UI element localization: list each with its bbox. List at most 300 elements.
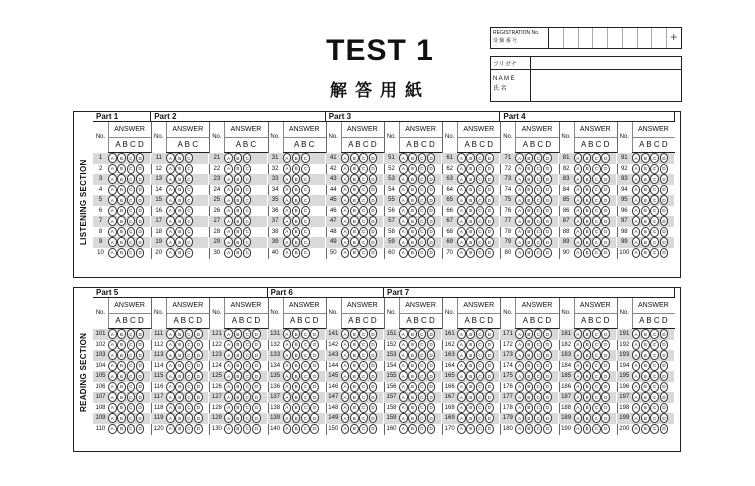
answer-bubble-a[interactable]: A — [457, 371, 466, 381]
answer-bubble-c[interactable]: C — [592, 216, 601, 226]
answer-bubble-c[interactable]: C — [650, 164, 659, 174]
answer-bubble-a[interactable]: A — [632, 195, 641, 205]
answer-bubble-a[interactable]: A — [341, 403, 350, 413]
answer-bubble-a[interactable]: A — [108, 206, 117, 216]
answer-bubble-a[interactable]: A — [224, 361, 233, 371]
answer-bubble-a[interactable]: A — [632, 329, 641, 339]
answer-bubble-b[interactable]: B — [641, 403, 650, 413]
answer-bubble-b[interactable]: B — [234, 248, 243, 258]
answer-bubble-b[interactable]: B — [117, 424, 126, 434]
answer-bubble-c[interactable]: C — [185, 216, 194, 226]
answer-bubble-d[interactable]: D — [601, 350, 610, 360]
answer-bubble-d[interactable]: D — [485, 216, 494, 226]
answer-bubble-a[interactable]: A — [341, 227, 350, 237]
answer-bubble-c[interactable]: C — [359, 153, 368, 163]
answer-bubble-b[interactable]: B — [583, 361, 592, 371]
answer-bubble-d[interactable]: D — [485, 350, 494, 360]
answer-bubble-c[interactable]: C — [243, 206, 252, 216]
answer-bubble-b[interactable]: B — [234, 195, 243, 205]
answer-bubble-b[interactable]: B — [175, 237, 184, 247]
answer-bubble-a[interactable]: A — [108, 403, 117, 413]
answer-bubble-b[interactable]: B — [408, 227, 417, 237]
answer-bubble-a[interactable]: A — [457, 424, 466, 434]
answer-bubble-a[interactable]: A — [108, 216, 117, 226]
answer-bubble-a[interactable]: A — [166, 424, 175, 434]
answer-bubble-c[interactable]: C — [185, 195, 194, 205]
answer-bubble-b[interactable]: B — [525, 361, 534, 371]
answer-bubble-d[interactable]: D — [427, 248, 436, 258]
answer-bubble-a[interactable]: A — [108, 392, 117, 402]
answer-bubble-c[interactable]: C — [476, 248, 485, 258]
answer-bubble-a[interactable]: A — [108, 382, 117, 392]
answer-bubble-d[interactable]: D — [485, 206, 494, 216]
answer-bubble-a[interactable]: A — [574, 164, 583, 174]
answer-bubble-d[interactable]: D — [427, 216, 436, 226]
answer-bubble-a[interactable]: A — [457, 237, 466, 247]
answer-bubble-b[interactable]: B — [350, 382, 359, 392]
answer-bubble-b[interactable]: B — [525, 153, 534, 163]
answer-bubble-b[interactable]: B — [466, 350, 475, 360]
answer-bubble-c[interactable]: C — [359, 424, 368, 434]
answer-bubble-d[interactable]: D — [136, 403, 145, 413]
answer-bubble-d[interactable]: D — [601, 195, 610, 205]
answer-bubble-c[interactable]: C — [534, 329, 543, 339]
answer-bubble-c[interactable]: C — [243, 227, 252, 237]
answer-bubble-c[interactable]: C — [359, 164, 368, 174]
answer-bubble-a[interactable]: A — [632, 371, 641, 381]
answer-bubble-a[interactable]: A — [574, 237, 583, 247]
answer-bubble-c[interactable]: C — [301, 248, 310, 258]
answer-bubble-c[interactable]: C — [418, 350, 427, 360]
answer-bubble-a[interactable]: A — [224, 206, 233, 216]
answer-bubble-b[interactable]: B — [175, 195, 184, 205]
answer-bubble-d[interactable]: D — [369, 350, 378, 360]
answer-bubble-a[interactable]: A — [457, 195, 466, 205]
answer-bubble-a[interactable]: A — [166, 350, 175, 360]
answer-bubble-a[interactable]: A — [399, 185, 408, 195]
answer-bubble-d[interactable]: D — [485, 248, 494, 258]
answer-bubble-a[interactable]: A — [283, 329, 292, 339]
answer-bubble-c[interactable]: C — [534, 227, 543, 237]
answer-bubble-a[interactable]: A — [399, 174, 408, 184]
answer-bubble-a[interactable]: A — [515, 392, 524, 402]
answer-bubble-b[interactable]: B — [292, 174, 301, 184]
answer-bubble-b[interactable]: B — [583, 382, 592, 392]
answer-bubble-d[interactable]: D — [136, 195, 145, 205]
answer-bubble-c[interactable]: C — [650, 382, 659, 392]
answer-bubble-b[interactable]: B — [408, 206, 417, 216]
answer-bubble-c[interactable]: C — [650, 329, 659, 339]
answer-bubble-c[interactable]: C — [476, 382, 485, 392]
answer-bubble-a[interactable]: A — [457, 340, 466, 350]
answer-bubble-b[interactable]: B — [466, 195, 475, 205]
answer-bubble-a[interactable]: A — [341, 424, 350, 434]
answer-bubble-b[interactable]: B — [117, 248, 126, 258]
answer-bubble-c[interactable]: C — [650, 424, 659, 434]
answer-bubble-c[interactable]: C — [243, 361, 252, 371]
answer-bubble-a[interactable]: A — [574, 185, 583, 195]
answer-bubble-c[interactable]: C — [476, 153, 485, 163]
answer-bubble-b[interactable]: B — [408, 371, 417, 381]
answer-bubble-d[interactable]: D — [136, 216, 145, 226]
answer-bubble-a[interactable]: A — [457, 153, 466, 163]
answer-bubble-b[interactable]: B — [175, 329, 184, 339]
answer-bubble-d[interactable]: D — [601, 206, 610, 216]
answer-bubble-a[interactable]: A — [166, 340, 175, 350]
answer-bubble-d[interactable]: D — [543, 195, 552, 205]
answer-bubble-b[interactable]: B — [583, 424, 592, 434]
answer-bubble-c[interactable]: C — [418, 206, 427, 216]
answer-bubble-d[interactable]: D — [369, 227, 378, 237]
answer-bubble-d[interactable]: D — [485, 361, 494, 371]
answer-bubble-b[interactable]: B — [583, 206, 592, 216]
answer-bubble-c[interactable]: C — [243, 195, 252, 205]
answer-bubble-d[interactable]: D — [485, 403, 494, 413]
answer-bubble-b[interactable]: B — [525, 371, 534, 381]
answer-bubble-a[interactable]: A — [224, 329, 233, 339]
answer-bubble-d[interactable]: D — [427, 329, 436, 339]
answer-bubble-c[interactable]: C — [127, 206, 136, 216]
answer-bubble-c[interactable]: C — [650, 185, 659, 195]
answer-bubble-d[interactable]: D — [194, 350, 203, 360]
answer-bubble-a[interactable]: A — [224, 164, 233, 174]
answer-bubble-a[interactable]: A — [632, 424, 641, 434]
answer-bubble-b[interactable]: B — [350, 350, 359, 360]
answer-bubble-b[interactable]: B — [525, 174, 534, 184]
answer-bubble-b[interactable]: B — [292, 371, 301, 381]
answer-bubble-d[interactable]: D — [136, 164, 145, 174]
answer-bubble-d[interactable]: D — [194, 329, 203, 339]
answer-bubble-b[interactable]: B — [583, 216, 592, 226]
answer-bubble-a[interactable]: A — [574, 382, 583, 392]
answer-bubble-b[interactable]: B — [466, 340, 475, 350]
answer-bubble-c[interactable]: C — [127, 340, 136, 350]
answer-bubble-a[interactable]: A — [574, 371, 583, 381]
answer-bubble-b[interactable]: B — [641, 206, 650, 216]
answer-bubble-c[interactable]: C — [418, 361, 427, 371]
answer-bubble-b[interactable]: B — [408, 350, 417, 360]
answer-bubble-c[interactable]: C — [476, 403, 485, 413]
answer-bubble-a[interactable]: A — [457, 174, 466, 184]
answer-bubble-d[interactable]: D — [194, 382, 203, 392]
answer-bubble-b[interactable]: B — [175, 248, 184, 258]
answer-bubble-a[interactable]: A — [166, 153, 175, 163]
answer-bubble-b[interactable]: B — [641, 237, 650, 247]
answer-bubble-a[interactable]: A — [574, 403, 583, 413]
answer-bubble-c[interactable]: C — [359, 185, 368, 195]
answer-bubble-b[interactable]: B — [641, 361, 650, 371]
answer-bubble-c[interactable]: C — [476, 340, 485, 350]
answer-bubble-a[interactable]: A — [574, 413, 583, 423]
answer-bubble-b[interactable]: B — [525, 413, 534, 423]
answer-bubble-c[interactable]: C — [592, 153, 601, 163]
answer-bubble-d[interactable]: D — [601, 424, 610, 434]
answer-bubble-b[interactable]: B — [175, 153, 184, 163]
answer-bubble-a[interactable]: A — [457, 164, 466, 174]
answer-bubble-c[interactable]: C — [650, 371, 659, 381]
answer-bubble-d[interactable]: D — [369, 382, 378, 392]
answer-bubble-b[interactable]: B — [117, 174, 126, 184]
answer-bubble-a[interactable]: A — [399, 227, 408, 237]
answer-bubble-a[interactable]: A — [166, 237, 175, 247]
answer-bubble-a[interactable]: A — [399, 237, 408, 247]
answer-bubble-b[interactable]: B — [117, 350, 126, 360]
answer-bubble-a[interactable]: A — [515, 371, 524, 381]
answer-bubble-a[interactable]: A — [515, 382, 524, 392]
answer-bubble-b[interactable]: B — [234, 350, 243, 360]
answer-bubble-d[interactable]: D — [369, 329, 378, 339]
answer-bubble-b[interactable]: B — [292, 382, 301, 392]
answer-bubble-d[interactable]: D — [136, 371, 145, 381]
answer-bubble-b[interactable]: B — [641, 227, 650, 237]
answer-bubble-c[interactable]: C — [418, 340, 427, 350]
answer-bubble-d[interactable]: D — [310, 350, 319, 360]
answer-bubble-b[interactable]: B — [350, 174, 359, 184]
answer-bubble-d[interactable]: D — [427, 185, 436, 195]
answer-bubble-a[interactable]: A — [574, 216, 583, 226]
answer-bubble-c[interactable]: C — [301, 392, 310, 402]
answer-bubble-c[interactable]: C — [359, 195, 368, 205]
answer-bubble-d[interactable]: D — [136, 185, 145, 195]
answer-bubble-a[interactable]: A — [515, 403, 524, 413]
answer-bubble-a[interactable]: A — [224, 195, 233, 205]
answer-bubble-c[interactable]: C — [650, 206, 659, 216]
answer-bubble-d[interactable]: D — [136, 361, 145, 371]
answer-bubble-b[interactable]: B — [292, 237, 301, 247]
answer-bubble-d[interactable]: D — [543, 248, 552, 258]
answer-bubble-d[interactable]: D — [427, 382, 436, 392]
answer-bubble-a[interactable]: A — [515, 361, 524, 371]
answer-bubble-c[interactable]: C — [534, 195, 543, 205]
answer-bubble-c[interactable]: C — [534, 206, 543, 216]
answer-bubble-d[interactable]: D — [310, 382, 319, 392]
answer-bubble-d[interactable]: D — [601, 216, 610, 226]
answer-bubble-b[interactable]: B — [641, 424, 650, 434]
answer-bubble-b[interactable]: B — [408, 164, 417, 174]
answer-bubble-b[interactable]: B — [175, 164, 184, 174]
answer-bubble-a[interactable]: A — [632, 361, 641, 371]
answer-bubble-d[interactable]: D — [369, 153, 378, 163]
answer-bubble-a[interactable]: A — [341, 361, 350, 371]
answer-bubble-c[interactable]: C — [127, 237, 136, 247]
answer-bubble-c[interactable]: C — [301, 371, 310, 381]
answer-bubble-c[interactable]: C — [359, 382, 368, 392]
answer-bubble-a[interactable]: A — [341, 248, 350, 258]
answer-bubble-d[interactable]: D — [194, 413, 203, 423]
answer-bubble-b[interactable]: B — [292, 340, 301, 350]
answer-bubble-a[interactable]: A — [574, 248, 583, 258]
answer-bubble-a[interactable]: A — [108, 248, 117, 258]
answer-bubble-c[interactable]: C — [185, 424, 194, 434]
answer-bubble-d[interactable]: D — [485, 424, 494, 434]
answer-bubble-a[interactable]: A — [108, 340, 117, 350]
answer-bubble-b[interactable]: B — [466, 424, 475, 434]
answer-bubble-c[interactable]: C — [243, 237, 252, 247]
answer-bubble-d[interactable]: D — [310, 371, 319, 381]
answer-bubble-b[interactable]: B — [583, 371, 592, 381]
answer-bubble-d[interactable]: D — [485, 329, 494, 339]
answer-bubble-d[interactable]: D — [136, 206, 145, 216]
answer-bubble-c[interactable]: C — [127, 195, 136, 205]
answer-bubble-c[interactable]: C — [185, 227, 194, 237]
answer-bubble-a[interactable]: A — [283, 424, 292, 434]
answer-bubble-b[interactable]: B — [234, 403, 243, 413]
answer-bubble-a[interactable]: A — [224, 174, 233, 184]
answer-bubble-a[interactable]: A — [341, 237, 350, 247]
answer-bubble-c[interactable]: C — [592, 195, 601, 205]
answer-bubble-a[interactable]: A — [108, 185, 117, 195]
answer-bubble-a[interactable]: A — [515, 185, 524, 195]
answer-bubble-d[interactable]: D — [543, 174, 552, 184]
answer-bubble-a[interactable]: A — [399, 206, 408, 216]
answer-bubble-b[interactable]: B — [583, 413, 592, 423]
answer-bubble-a[interactable]: A — [283, 340, 292, 350]
answer-bubble-a[interactable]: A — [283, 195, 292, 205]
answer-bubble-c[interactable]: C — [650, 340, 659, 350]
answer-bubble-a[interactable]: A — [574, 206, 583, 216]
answer-bubble-c[interactable]: C — [476, 413, 485, 423]
answer-bubble-d[interactable]: D — [369, 164, 378, 174]
answer-bubble-a[interactable]: A — [457, 216, 466, 226]
answer-bubble-a[interactable]: A — [632, 340, 641, 350]
answer-bubble-c[interactable]: C — [418, 371, 427, 381]
answer-bubble-b[interactable]: B — [234, 371, 243, 381]
answer-bubble-a[interactable]: A — [457, 413, 466, 423]
answer-bubble-a[interactable]: A — [283, 413, 292, 423]
answer-bubble-b[interactable]: B — [117, 216, 126, 226]
answer-bubble-b[interactable]: B — [292, 216, 301, 226]
answer-bubble-c[interactable]: C — [418, 227, 427, 237]
answer-bubble-c[interactable]: C — [127, 392, 136, 402]
answer-bubble-d[interactable]: D — [369, 361, 378, 371]
answer-bubble-b[interactable]: B — [583, 227, 592, 237]
answer-bubble-d[interactable]: D — [485, 413, 494, 423]
answer-bubble-a[interactable]: A — [457, 206, 466, 216]
answer-bubble-c[interactable]: C — [476, 216, 485, 226]
answer-bubble-c[interactable]: C — [243, 350, 252, 360]
answer-bubble-b[interactable]: B — [234, 206, 243, 216]
answer-bubble-a[interactable]: A — [632, 227, 641, 237]
answer-bubble-c[interactable]: C — [301, 216, 310, 226]
registration-digit[interactable] — [608, 28, 623, 48]
answer-bubble-b[interactable]: B — [408, 248, 417, 258]
answer-bubble-d[interactable]: D — [136, 350, 145, 360]
answer-bubble-c[interactable]: C — [418, 185, 427, 195]
answer-bubble-a[interactable]: A — [457, 248, 466, 258]
answer-bubble-c[interactable]: C — [359, 413, 368, 423]
answer-bubble-d[interactable]: D — [601, 329, 610, 339]
answer-bubble-b[interactable]: B — [175, 361, 184, 371]
answer-bubble-b[interactable]: B — [234, 153, 243, 163]
answer-bubble-a[interactable]: A — [574, 340, 583, 350]
answer-bubble-a[interactable]: A — [166, 392, 175, 402]
answer-bubble-b[interactable]: B — [117, 382, 126, 392]
answer-bubble-d[interactable]: D — [485, 227, 494, 237]
answer-bubble-d[interactable]: D — [660, 195, 669, 205]
answer-bubble-d[interactable]: D — [485, 371, 494, 381]
answer-bubble-c[interactable]: C — [592, 227, 601, 237]
answer-bubble-a[interactable]: A — [515, 153, 524, 163]
answer-bubble-d[interactable]: D — [543, 206, 552, 216]
answer-bubble-a[interactable]: A — [283, 237, 292, 247]
answer-bubble-b[interactable]: B — [583, 350, 592, 360]
answer-bubble-b[interactable]: B — [525, 424, 534, 434]
answer-bubble-d[interactable]: D — [543, 403, 552, 413]
answer-bubble-a[interactable]: A — [457, 382, 466, 392]
answer-bubble-b[interactable]: B — [466, 227, 475, 237]
answer-bubble-d[interactable]: D — [427, 413, 436, 423]
answer-bubble-c[interactable]: C — [592, 382, 601, 392]
answer-bubble-a[interactable]: A — [108, 153, 117, 163]
answer-bubble-c[interactable]: C — [243, 164, 252, 174]
answer-bubble-c[interactable]: C — [534, 371, 543, 381]
answer-bubble-a[interactable]: A — [283, 185, 292, 195]
answer-bubble-c[interactable]: C — [127, 329, 136, 339]
answer-bubble-c[interactable]: C — [534, 413, 543, 423]
answer-bubble-c[interactable]: C — [185, 164, 194, 174]
answer-bubble-d[interactable]: D — [136, 382, 145, 392]
answer-bubble-b[interactable]: B — [175, 382, 184, 392]
answer-bubble-b[interactable]: B — [641, 329, 650, 339]
answer-bubble-b[interactable]: B — [350, 424, 359, 434]
answer-bubble-b[interactable]: B — [466, 174, 475, 184]
answer-bubble-b[interactable]: B — [175, 413, 184, 423]
answer-bubble-a[interactable]: A — [341, 185, 350, 195]
answer-bubble-a[interactable]: A — [574, 350, 583, 360]
answer-bubble-d[interactable]: D — [660, 382, 669, 392]
answer-bubble-a[interactable]: A — [515, 164, 524, 174]
answer-bubble-b[interactable]: B — [350, 216, 359, 226]
answer-bubble-d[interactable]: D — [485, 174, 494, 184]
answer-bubble-c[interactable]: C — [592, 248, 601, 258]
answer-bubble-c[interactable]: C — [592, 329, 601, 339]
answer-bubble-d[interactable]: D — [660, 350, 669, 360]
answer-bubble-d[interactable]: D — [136, 392, 145, 402]
answer-bubble-b[interactable]: B — [175, 206, 184, 216]
answer-bubble-d[interactable]: D — [660, 329, 669, 339]
answer-bubble-c[interactable]: C — [359, 340, 368, 350]
answer-bubble-b[interactable]: B — [641, 164, 650, 174]
answer-bubble-c[interactable]: C — [592, 413, 601, 423]
answer-bubble-b[interactable]: B — [466, 237, 475, 247]
answer-bubble-d[interactable]: D — [369, 195, 378, 205]
answer-bubble-c[interactable]: C — [476, 350, 485, 360]
answer-bubble-b[interactable]: B — [350, 248, 359, 258]
answer-bubble-a[interactable]: A — [399, 382, 408, 392]
answer-bubble-d[interactable]: D — [427, 195, 436, 205]
answer-bubble-c[interactable]: C — [127, 185, 136, 195]
answer-bubble-a[interactable]: A — [341, 382, 350, 392]
answer-bubble-c[interactable]: C — [534, 174, 543, 184]
answer-bubble-d[interactable]: D — [310, 413, 319, 423]
answer-bubble-d[interactable]: D — [310, 403, 319, 413]
answer-bubble-a[interactable]: A — [515, 227, 524, 237]
answer-bubble-c[interactable]: C — [243, 216, 252, 226]
answer-bubble-c[interactable]: C — [534, 340, 543, 350]
answer-bubble-c[interactable]: C — [592, 371, 601, 381]
answer-bubble-a[interactable]: A — [166, 382, 175, 392]
answer-bubble-d[interactable]: D — [369, 371, 378, 381]
answer-bubble-a[interactable]: A — [108, 227, 117, 237]
answer-bubble-c[interactable]: C — [650, 216, 659, 226]
answer-bubble-c[interactable]: C — [359, 248, 368, 258]
answer-bubble-c[interactable]: C — [185, 153, 194, 163]
answer-bubble-b[interactable]: B — [350, 392, 359, 402]
answer-bubble-c[interactable]: C — [418, 153, 427, 163]
answer-bubble-d[interactable]: D — [660, 424, 669, 434]
answer-bubble-c[interactable]: C — [418, 392, 427, 402]
answer-bubble-d[interactable]: D — [369, 392, 378, 402]
